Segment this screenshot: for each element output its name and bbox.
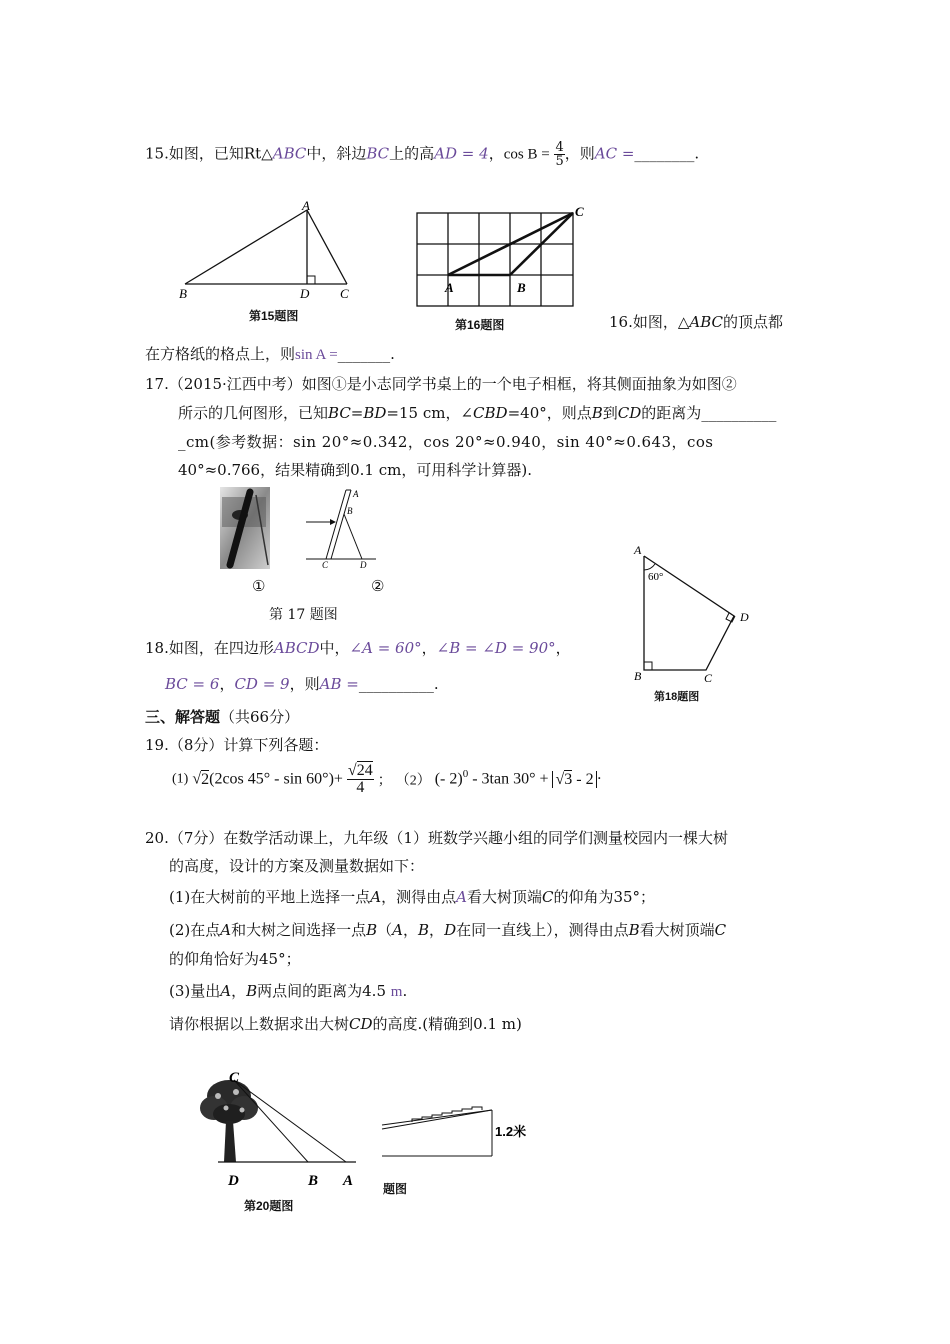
- q19-part-2-label: （2）: [395, 773, 431, 789]
- q17-photo-figure: [220, 487, 270, 569]
- q17-answer-blank: __________: [701, 404, 777, 422]
- q15-text-c: 上的高: [389, 144, 435, 163]
- q19-abs-root: 3: [564, 770, 573, 788]
- q17-text-2e: =40°，则点: [507, 404, 592, 422]
- q20-label-a: A: [343, 1173, 354, 1189]
- q16-line2: [145, 343, 395, 364]
- q20-s2-b3: B: [628, 921, 640, 939]
- q18-label-a: A: [634, 543, 642, 557]
- q20-step-1: [169, 886, 655, 907]
- q20-s3g: .: [402, 982, 408, 1000]
- q17-text-2g: 到: [602, 404, 618, 422]
- q20-s3e: 两点间的距离为4.5: [257, 982, 386, 1000]
- q17-number: 17.: [145, 375, 169, 393]
- q20-req-cd: CD: [349, 1015, 373, 1033]
- q17-cd: CD: [617, 404, 642, 422]
- q20-s2g: ，: [403, 921, 419, 939]
- q18-cd: CD = 9: [234, 675, 290, 693]
- q17-text-2i: 的距离为: [641, 404, 702, 422]
- q18-line2: [165, 673, 439, 694]
- q16-text-a: 如图，△: [632, 313, 690, 331]
- q20-s1-point-a: A: [370, 888, 382, 906]
- q15-fraction: [554, 141, 564, 168]
- q20-figure: [196, 1066, 366, 1191]
- q19-abs-rest: - 2: [572, 770, 594, 788]
- q15-rt: Rt△: [243, 144, 273, 163]
- q15-comma: ，: [488, 144, 504, 163]
- q17-caption: 第 17 题图: [269, 607, 338, 623]
- q20-s1-point-a2: A: [456, 888, 467, 906]
- q15-text-d: ，则: [564, 144, 595, 163]
- staircase-figure: [382, 1100, 542, 1170]
- q19-expr-1: (2cos 45° - sin 60°): [209, 770, 334, 788]
- q20-s2-a: A: [220, 921, 232, 939]
- q20-s2c: 和大树之间选择一点: [231, 921, 367, 939]
- q18-text-b: 中，: [319, 639, 350, 657]
- q20-s1a: (1)在大树前的平地上选择一点: [169, 888, 371, 906]
- q20-s2a: (2)在点: [169, 921, 221, 939]
- q19-expr-2a: (- 2): [434, 770, 463, 788]
- q17-text-2c: =15 cm，∠: [386, 404, 474, 422]
- q20-s2m: 看大树顶端: [639, 921, 715, 939]
- q18-label-b: B: [634, 669, 642, 683]
- q16-label-a: A: [445, 280, 454, 295]
- q20-caption: 第20题图: [244, 1199, 294, 1213]
- q19-frac-den: 4: [356, 779, 365, 796]
- q19-text: （8分）计算下列各题：: [168, 736, 329, 754]
- q17-line1: [145, 373, 737, 394]
- q20-label-d: D: [228, 1173, 239, 1189]
- q20-s2e: （: [377, 921, 393, 939]
- q15-label-b: B: [179, 286, 187, 301]
- q17-line3: _cm(参考数据：sin 20°≈0.342，cos 20°≈0.940，sin 40°≈0.643，cos: [178, 433, 714, 451]
- q19-frac-num-value: 24: [356, 762, 373, 779]
- q18-text-a: 如图，在四边形: [168, 639, 274, 657]
- q17-cbd: CBD: [473, 404, 508, 422]
- q16-text-b: 的顶点都: [723, 313, 784, 331]
- section-3-score: （共66分）: [220, 708, 300, 726]
- q19-fraction: [347, 763, 374, 796]
- q19-frac-num: √24: [347, 762, 373, 779]
- q17-line2: [178, 402, 776, 423]
- q16-label-b: B: [517, 280, 526, 295]
- tree-icon: [200, 1080, 258, 1162]
- q20-request: [169, 1013, 522, 1034]
- q20-s1g: 的仰角为35°；: [553, 888, 656, 906]
- q16-sin: sin A =: [295, 347, 338, 363]
- q20-step-3: [169, 980, 407, 1001]
- q17-bc-bd: BC=BD: [328, 404, 387, 422]
- q19-plus: +: [333, 770, 343, 788]
- q20-s3c: ，: [231, 982, 247, 1000]
- q20-s3-unit: m: [390, 984, 403, 1000]
- q18-bc: BC = 6: [165, 675, 220, 693]
- q17-label-b: B: [347, 506, 353, 516]
- q17-point-b: B: [591, 404, 603, 422]
- q20-s1c: ，测得由点: [381, 888, 457, 906]
- q18-abcd: ABCD: [273, 639, 320, 657]
- staircase-caption: 题图: [383, 1182, 408, 1196]
- q15-frac-num: 4: [555, 140, 564, 155]
- q20-req-a: 请你根据以上数据求出大树: [169, 1015, 350, 1033]
- q18-end: .: [433, 675, 439, 693]
- q20-s3-b: B: [246, 982, 258, 1000]
- q20-s2-b2: B: [418, 921, 430, 939]
- q19-expression: [172, 763, 602, 813]
- q18-label-d: D: [740, 610, 749, 624]
- q15-text: 如图，已知: [168, 144, 244, 163]
- q18-comma-3: ，: [219, 675, 235, 693]
- q15-label-c: C: [340, 286, 349, 301]
- q17-label-d: D: [360, 560, 367, 570]
- q16-figure: [416, 204, 591, 314]
- q15-figure: [175, 198, 355, 303]
- q17-label-c: C: [322, 560, 329, 570]
- q18-text-c: ，则: [289, 675, 320, 693]
- q18-angle-bd: ∠B = ∠D = 90°: [436, 639, 556, 657]
- q19-exponent-0: 0: [462, 767, 469, 780]
- q18-answer-blank: __________: [358, 675, 434, 693]
- q15-caption: 第15题图: [249, 309, 299, 323]
- q20-text-1: （7分）在数学活动课上，九年级（1）班数学兴趣小组的同学们测量校园内一棵大树: [168, 829, 728, 847]
- q20-step-2: [169, 919, 726, 940]
- q20-s1-point-c: C: [541, 888, 554, 906]
- q20-s3-a: A: [220, 982, 232, 1000]
- q16-text-c: 在方格纸的格点上，则: [145, 345, 296, 363]
- q15-frac-den: 5: [555, 154, 564, 169]
- q18-label-angle: 60°: [648, 571, 664, 583]
- q15-bc: BC: [366, 144, 390, 163]
- q17-text-2a: 所示的几何图形，已知: [178, 404, 329, 422]
- q15-answer-blank: ________: [634, 144, 695, 163]
- q16-number: 16.: [609, 313, 633, 331]
- q20-s1e: 看大树顶端: [466, 888, 542, 906]
- q20-label-c: C: [229, 1070, 240, 1086]
- q16-answer-blank: _______: [337, 345, 391, 363]
- q19-end: ·: [596, 770, 602, 788]
- q20-s2i: ，: [429, 921, 445, 939]
- q15-line: [145, 141, 699, 168]
- q15-text-b: 中，斜边: [306, 144, 367, 163]
- q17-fig-label-2: ②: [371, 577, 385, 595]
- q20-s2-a2: A: [392, 921, 403, 939]
- q19-sqrt-2: √2: [192, 770, 210, 788]
- q19-line: [145, 734, 328, 755]
- q15-end: .: [694, 144, 700, 163]
- q15-ac: AC =: [594, 144, 635, 163]
- q15-ad: AD = 4: [434, 144, 489, 163]
- q18-line1: [145, 637, 571, 658]
- staircase-height-label: 1.2米: [495, 1124, 527, 1139]
- q19-absolute-value: √3 - 2: [552, 771, 596, 788]
- q18-caption: 第18题图: [654, 691, 700, 703]
- q20-req-c: 的高度.(精确到0.1 m): [372, 1015, 522, 1033]
- q20-s2-d: D: [444, 921, 457, 939]
- q20-s2-c: C: [714, 921, 727, 939]
- q17-text-1: （2015·江西中考）如图①是小志同学书桌上的一个电子相框，将其侧面抽象为如图②: [168, 375, 737, 393]
- q15-label-d: D: [300, 286, 310, 301]
- section-3-title: 三、解答题: [145, 708, 221, 726]
- q18-comma-2: ，: [555, 639, 571, 657]
- q20-step-2b: 的仰角恰好为45°；: [169, 950, 301, 968]
- q15-label-a: A: [302, 198, 310, 213]
- q19-expr-2b: - 3tan 30° +: [468, 770, 553, 788]
- q18-label-c: C: [704, 671, 713, 685]
- section-3-heading: [145, 706, 299, 727]
- q18-number: 18.: [145, 639, 169, 657]
- q15-number: 15.: [145, 144, 169, 163]
- q20-line1: [145, 827, 728, 848]
- q18-angle-a: ∠A = 60°: [349, 639, 422, 657]
- q19-semicolon: ；: [377, 773, 392, 789]
- q20-label-b: B: [308, 1173, 319, 1189]
- q20-s3a: (3)量出: [169, 982, 221, 1000]
- q18-figure: [628, 540, 758, 710]
- q15-cos: cos B =: [503, 146, 550, 163]
- q16-end: .: [390, 345, 395, 363]
- q17-line4: 40°≈0.766，结果精确到0.1 cm，可用科学计算器).: [178, 461, 532, 479]
- q16-abc: ABC: [689, 313, 724, 331]
- q18-ab: AB =: [319, 675, 359, 693]
- q17-diagram-figure: [300, 488, 385, 573]
- q20-number: 20.: [145, 829, 169, 847]
- q18-comma-1: ，: [421, 639, 437, 657]
- q19-part-1-label: (1): [172, 771, 189, 787]
- q20-line2: 的高度，设计的方案及测量数据如下：: [169, 857, 425, 875]
- q19-number: 19.: [145, 736, 169, 754]
- q15-abc: ABC: [272, 144, 307, 163]
- q19-sqrt-2-value: 2: [201, 770, 210, 788]
- q17-label-a: A: [353, 489, 359, 499]
- q16-line1: [609, 311, 783, 332]
- q17-fig-label-1: ①: [252, 577, 266, 595]
- q16-label-c: C: [575, 204, 584, 219]
- q20-s2-b: B: [366, 921, 378, 939]
- q16-caption: 第16题图: [455, 318, 505, 332]
- q20-s2k: 在同一直线上），测得由点: [456, 921, 629, 939]
